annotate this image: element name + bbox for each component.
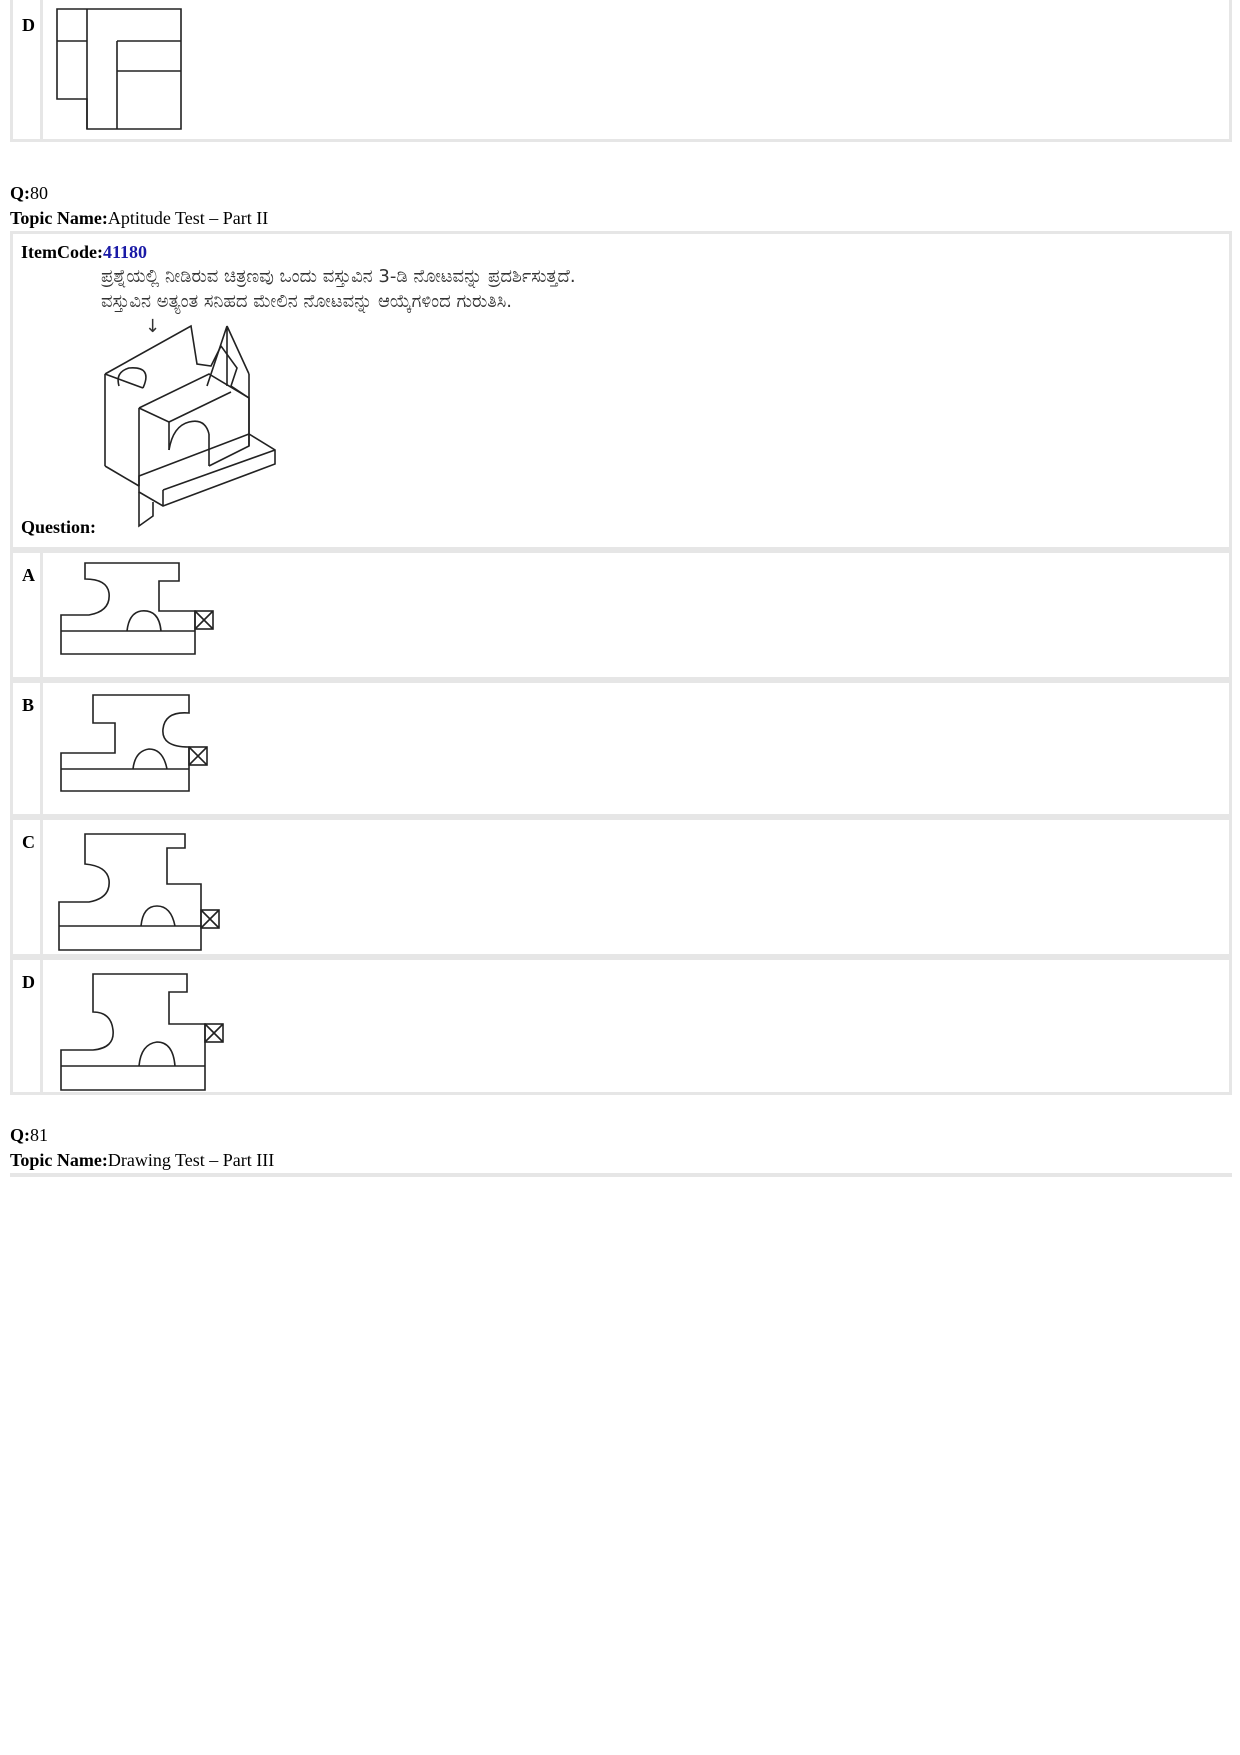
- option-label-cell: [10, 817, 40, 957]
- question-label: Question:: [21, 517, 97, 537]
- option-c-row[interactable]: [10, 817, 1232, 957]
- option-b-figure: [49, 689, 219, 814]
- item-code: ItemCode:41180: [21, 242, 147, 262]
- question-number-line: Q:81: [10, 1125, 48, 1145]
- item-code-value: 41180: [102, 242, 147, 262]
- topic-name-line: Topic Name:Drawing Test – Part III: [10, 1150, 275, 1170]
- option-label-cell: [10, 550, 40, 680]
- isometric-object-figure: [99, 326, 289, 546]
- option-content-cell: [40, 550, 1232, 680]
- view-direction-arrow: ↓: [145, 316, 161, 337]
- topic-name-line: Topic Name:Aptitude Test – Part II: [10, 208, 269, 228]
- option-d-row[interactable]: [10, 957, 1232, 1095]
- prev-option-d-row[interactable]: [10, 0, 1232, 142]
- option-letter: D: [22, 15, 35, 35]
- option-b-row[interactable]: [10, 680, 1232, 817]
- option-label-cell: [10, 957, 40, 1095]
- option-content-cell: [40, 957, 1232, 1095]
- question-text-line-2: ವಸ್ತುವಿನ ಅತ್ಯಂತ ಸನಿಹದ ಮೇಲಿನ ನೋಟವನ್ನು ಆಯ್ಕೆಗಳಿಂದ ಗುರುತಿಸಿ.: [101, 291, 513, 312]
- topic-name: Drawing Test – Part III: [107, 1150, 275, 1170]
- option-letter: B: [22, 695, 35, 715]
- option-label-cell: [10, 680, 40, 817]
- option-letter: C: [22, 832, 35, 852]
- question-number-line: Q:80: [10, 183, 48, 203]
- option-letter: A: [22, 565, 35, 585]
- option-a-row[interactable]: [10, 550, 1232, 680]
- question-text-line-1: ಪ್ರಶ್ನೆಯಲ್ಲಿ ನೀಡಿರುವ ಚಿತ್ರಣವು ಒಂದು ವಸ್ತುವಿನ 3-ಡಿ ನೋಟವನ್ನು ಪ್ರದರ್ಶಿಸುತ್ತದೆ.: [101, 266, 576, 287]
- question-number: 80: [30, 183, 48, 203]
- option-c-figure: [49, 826, 219, 956]
- topic-name: Aptitude Test – Part II: [107, 208, 269, 228]
- question-box: [10, 231, 1232, 550]
- option-d-figure: [49, 966, 224, 1091]
- option-letter: D: [22, 972, 35, 992]
- option-label-cell: [10, 0, 40, 142]
- section-divider: [10, 1173, 1232, 1177]
- option-d-figure: [49, 9, 189, 144]
- option-content-cell: [40, 817, 1232, 957]
- question-number: 81: [30, 1125, 48, 1145]
- option-a-figure: [49, 559, 219, 679]
- option-content-cell: [40, 0, 1232, 142]
- option-content-cell: [40, 680, 1232, 817]
